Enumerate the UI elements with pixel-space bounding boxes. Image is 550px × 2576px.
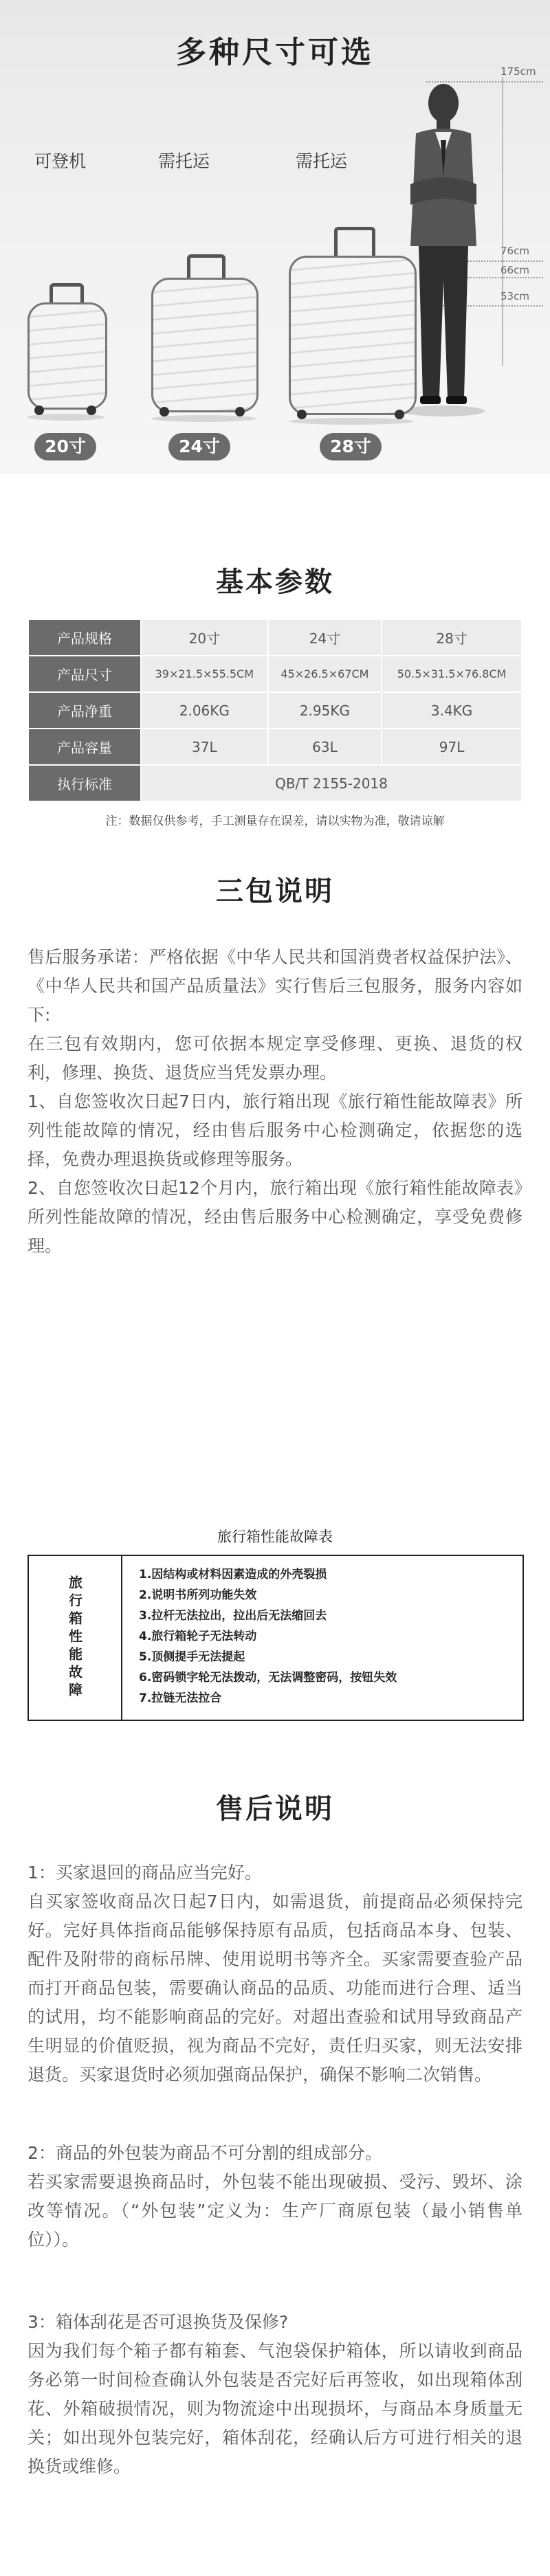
luggage-24-size-label: 24寸: [168, 433, 230, 460]
luggage-28-shadow: [289, 418, 414, 425]
spec-cell: 24寸: [268, 619, 382, 656]
fault-table-caption: 旅行箱性能故障表: [217, 1529, 333, 1545]
spec-cell: 39×21.5×55.5CM: [141, 656, 268, 692]
spec-label: 产品规格: [28, 619, 141, 656]
spec-cell: 97L: [382, 729, 522, 765]
spec-row: [28, 765, 522, 801]
fault-table-left-label: 旅行箱性能故障: [66, 1575, 83, 1700]
fault-table-left-cell: [29, 1556, 122, 1720]
spec-cell: 28寸: [382, 619, 522, 656]
warranty-paragraph: 售后服务承诺：严格依据《中华人民共和国消费者权益保护法》、《中华人民共和国产品质量法》实行售后三包服务，服务内容如下:: [28, 947, 522, 1025]
spec-label: 产品容量: [28, 729, 141, 765]
luggage-24-tag: 需托运: [158, 151, 210, 171]
warranty-paragraph: 在三包有效期内，您可依据本规定享受修理、更换、退货的权利，修理、换货、退货应当凭发票办理。: [28, 1034, 522, 1082]
after-sales-heading: 3：箱体刮花是否可退换货及保修?: [28, 2312, 289, 2332]
spec-row: [28, 729, 522, 765]
luggage-24-shadow: [151, 415, 256, 422]
fault-list: [139, 1564, 397, 1709]
luggage-20-wheel: [34, 406, 44, 415]
fault-item: 5.顶侧提手无法提起: [139, 1650, 245, 1664]
warranty-title: 三包说明: [216, 876, 334, 907]
fault-item: 6.密码锁字轮无法拨动，无法调整密码，按钮失效: [139, 1671, 397, 1685]
spec-label: 执行标准: [28, 765, 141, 801]
luggage-24-wheel: [160, 407, 169, 417]
luggage-20-shadow: [28, 414, 104, 421]
after-sales-body: 自买家签收商品次日起7日内，如需退货，前提商品必须保持完好。完好具体指商品能够保持原有品质，包括商品本身、包装、配件及附带的商标吊牌、使用说明书等齐全。买家需要查验产品而打开商品包装，需要确认商品的品质、功能而进行合理、适当的试用，均不能影响商品的完好。对超出查验和试用导致商品产生明显的价值贬损，视为商品不完好，责任归买家，则无法安排退货。买家退货时必须加强商品保护，确保不影响二次销售。: [28, 1891, 522, 2085]
sizes-title: 多种尺寸可选: [176, 35, 374, 70]
spec-label: 产品净重: [28, 692, 141, 729]
ruler-mark-175: 175cm: [500, 65, 536, 78]
luggage-28-body: [289, 256, 417, 415]
spec-label: 产品尺寸: [28, 656, 141, 692]
fault-item: 2.说明书所列功能失效: [139, 1588, 257, 1602]
after-sales-title: 售后说明: [216, 1793, 334, 1825]
spec-cell: 63L: [268, 729, 382, 765]
after-sales-heading: 2：商品的外包装为商品不可分割的组成部分。: [28, 2143, 382, 2163]
warranty-paragraph: 1、自您签收次日起7日内，旅行箱出现《旅行箱性能故障表》所列性能故障的情况，经由售后服务中心检测确定，依据您的选择，免费办理退换货或修理等服务。: [28, 1091, 522, 1169]
spec-cell: 45×26.5×67CM: [268, 656, 382, 692]
fault-item: 1.因结构或材料因素造成的外壳裂损: [139, 1568, 327, 1581]
warranty-text: [28, 943, 522, 1261]
fault-item: 7.拉链无法拉合: [139, 1691, 222, 1705]
luggage-28-wheel: [297, 410, 307, 419]
params-note: 注：数据仅供参考，手工测量存在误差，请以实物为准，敬请谅解: [105, 814, 445, 828]
spec-row: [28, 656, 522, 692]
ruler-mark-53: 53cm: [500, 290, 529, 302]
luggage-20-size-label: 20寸: [34, 433, 96, 460]
spec-cell: QB/T 2155-2018: [141, 765, 522, 801]
height-ruler: [502, 77, 503, 366]
after-sales-heading: 1：买家退回的商品应当完好。: [28, 1863, 262, 1883]
spec-row: [28, 619, 522, 656]
fault-item: 4.旅行箱轮子无法转动: [139, 1630, 257, 1643]
after-sales-body: 若买家需要退换商品时，外包装不能出现破损、受污、毁坏、涂改等情况。（“外包装”定义为：生产厂商原包装（最小销售单位））。: [28, 2172, 522, 2250]
fault-table: [28, 1555, 524, 1721]
after-sales-block-3: [28, 2308, 522, 2481]
warranty-paragraph: 2、自您签收次日起12个月内，旅行箱出现《旅行箱性能故障表》所列性能故障的情况，经由售后服务中心检测确定，享受免费修理。: [28, 1178, 522, 1256]
spec-table: [28, 619, 522, 802]
ruler-mark-76: 76cm: [500, 245, 529, 257]
luggage-20-tag: 可登机: [34, 151, 87, 171]
luggage-20-wheel: [87, 406, 96, 415]
luggage-28-wheel: [395, 410, 404, 419]
luggage-24-wheel: [235, 407, 245, 417]
luggage-24-body: [151, 278, 258, 412]
spec-cell: 2.95KG: [268, 692, 382, 729]
after-sales-block-2: [28, 2139, 522, 2254]
spec-cell: 2.06KG: [141, 692, 268, 729]
luggage-28-tag: 需托运: [296, 151, 348, 171]
spec-cell: 3.4KG: [382, 692, 522, 729]
spec-cell: 20寸: [141, 619, 268, 656]
ruler-mark-66: 66cm: [500, 264, 529, 276]
fault-item: 3.拉杆无法拉出，拉出后无法缩回去: [139, 1609, 327, 1623]
after-sales-body: 因为我们每个箱子都有箱套、气泡袋保护箱体，所以请收到商品务必第一时间检查确认外包装是否完好后再签收，如出现箱体刮花、外箱破损情况，则为物流途中出现损坏，与商品本身质量无关；如出现外包装完好，箱体刮花，经确认后方可进行相关的退换货或维修。: [28, 2341, 522, 2476]
after-sales-block-1: [28, 1858, 522, 2089]
spec-cell: 37L: [141, 729, 268, 765]
params-title: 基本参数: [216, 566, 334, 598]
spec-cell: 50.5×31.5×76.8CM: [382, 656, 522, 692]
luggage-28-size-label: 28寸: [320, 433, 382, 460]
luggage-20-body: [28, 302, 107, 410]
size-comparison-banner: [0, 0, 550, 474]
spec-row: [28, 692, 522, 729]
